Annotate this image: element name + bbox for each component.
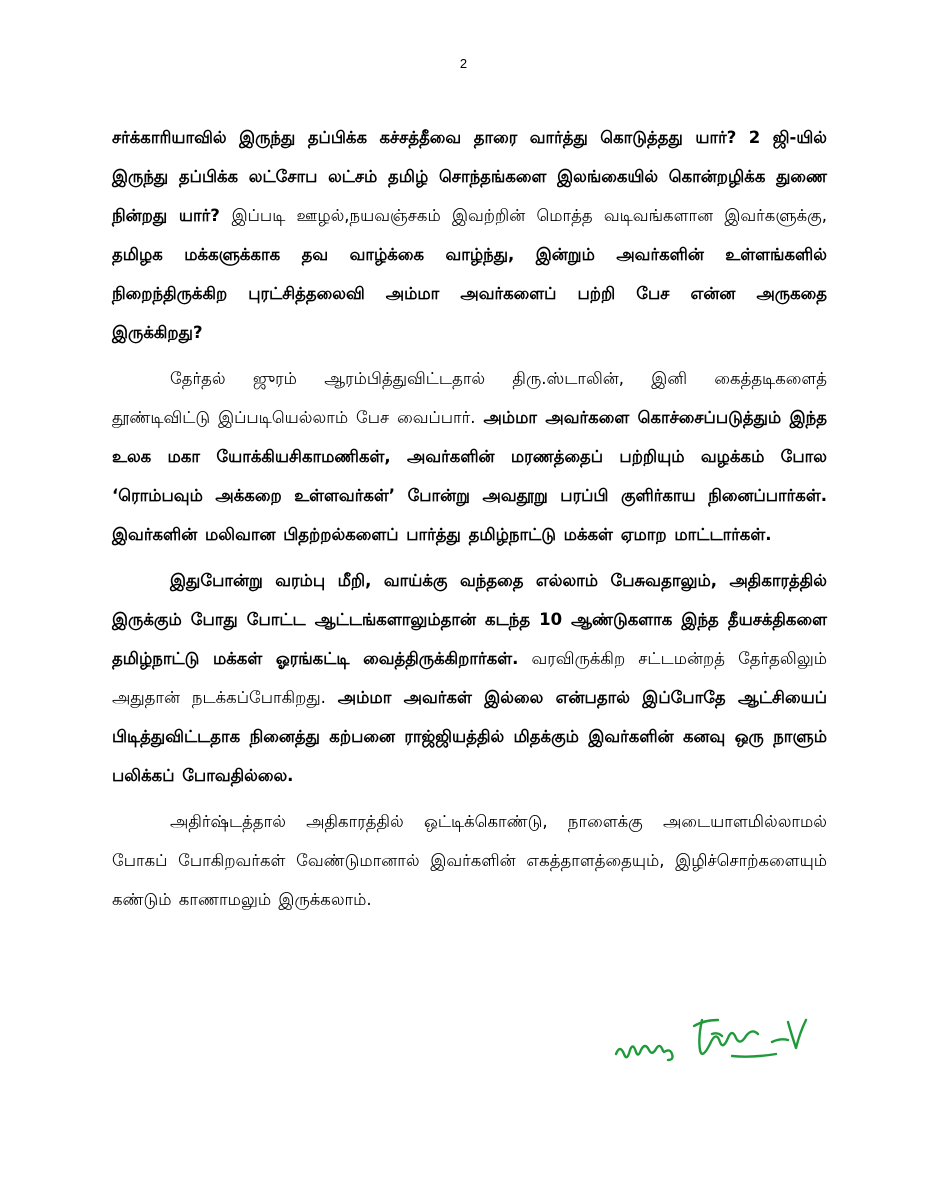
- handwritten-signature-icon: [612, 1012, 812, 1082]
- text-run: அம்மா அவர்கள் இல்லை என்பதால் இப்போதே ஆட்சியைப் பிடித்துவிட்டதாக நினைத்து கற்பனை ராஜ்ஜியத்தில் மிதக்கும் இவர்களின் கனவு ஒரு நாளும் பலிக்கப் போவதில்லை.: [112, 688, 828, 785]
- paragraph-3: [112, 561, 827, 795]
- signature: [612, 1012, 812, 1082]
- paragraph-1: [112, 118, 827, 352]
- text-run: அம்மா அவர்களை கொச்சைப்படுத்தும் இந்த உலக மகா யோக்கியசிகாமணிகள், அவர்களின் மரணத்தைப் பற்றியும் வழக்கம் போல ‘ரொம்பவும் அக்கறை உள்ளவர்கள்’ போன்று அவதூறு பரப்பி குளிர்காய நினைப்பார்கள். இவர்களின் மலிவான பிதற்றல்களைப் பார்த்து தமிழ்நாட்டு மக்கள் ஏமாற மாட்டார்கள்.: [112, 408, 827, 544]
- text-run: தேர்தல் ஜுரம் ஆரம்பித்துவிட்டதால் திரு.ஸ்டாலின், இனி கைத்தடிகளைத் தூண்டிவிட்டு இப்படியெல்லாம் பேச வைப்பார்.: [112, 369, 827, 427]
- text-run: இதுபோன்று வரம்பு மீறி, வாய்க்கு வந்ததை எல்லாம் பேசுவதாலும், அதிகாரத்தில் இருக்கும் போது போட்ட ஆட்டங்களாலும்தான் கடந்த 10 ஆண்டுகளாக இந்த தீயசக்திகளை தமிழ்நாட்டு மக்கள் ஓரங்கட்டி வைத்திருக்கிறார்கள்.: [112, 571, 827, 668]
- text-run: தமிழக மக்களுக்காக தவ வாழ்க்கை வாழ்ந்து, இன்றும் அவர்களின் உள்ளங்களில் நிறைந்திருக்கிற புரட்சித்தலைவி அம்மா அவர்களைப் பற்றி பேச என்ன அருகதை இருக்கிறது?: [112, 245, 827, 342]
- text-run: இப்படி ஊழல்,நயவஞ்சகம் இவற்றின் மொத்த வடிவங்களான இவர்களுக்கு,: [231, 206, 827, 225]
- text-run: வரவிருக்கிற சட்டமன்றத் தேர்தலிலும் அதுதான் நடக்கப்போகிறது.: [112, 649, 827, 707]
- text-run: அதிர்ஷ்டத்தால் அதிகாரத்தில் ஒட்டிக்கொண்டு, நாளைக்கு அடையாளமில்லாமல் போகப் போகிறவர்கள் வேண்டுமானால் இவர்களின் எகத்தாளத்தையும், இழிச்சொற்களையும் கண்டும் காணாமலும் இருக்கலாம்.: [112, 812, 827, 909]
- text-run: சர்க்காரியாவில் இருந்து தப்பிக்க கச்சத்தீவை தாரை வார்த்து கொடுத்தது யார்? 2 ஜி-யில் இருந்து தப்பிக்க லட்சோப லட்சம் தமிழ் சொந்தங்களை இலங்கையில் கொன்றழிக்க துணை நின்றது யார்?: [112, 128, 827, 225]
- paragraph-2: [112, 359, 827, 554]
- page-number: 2: [459, 56, 468, 71]
- paragraph-4: [112, 802, 827, 919]
- body-text: [112, 118, 827, 926]
